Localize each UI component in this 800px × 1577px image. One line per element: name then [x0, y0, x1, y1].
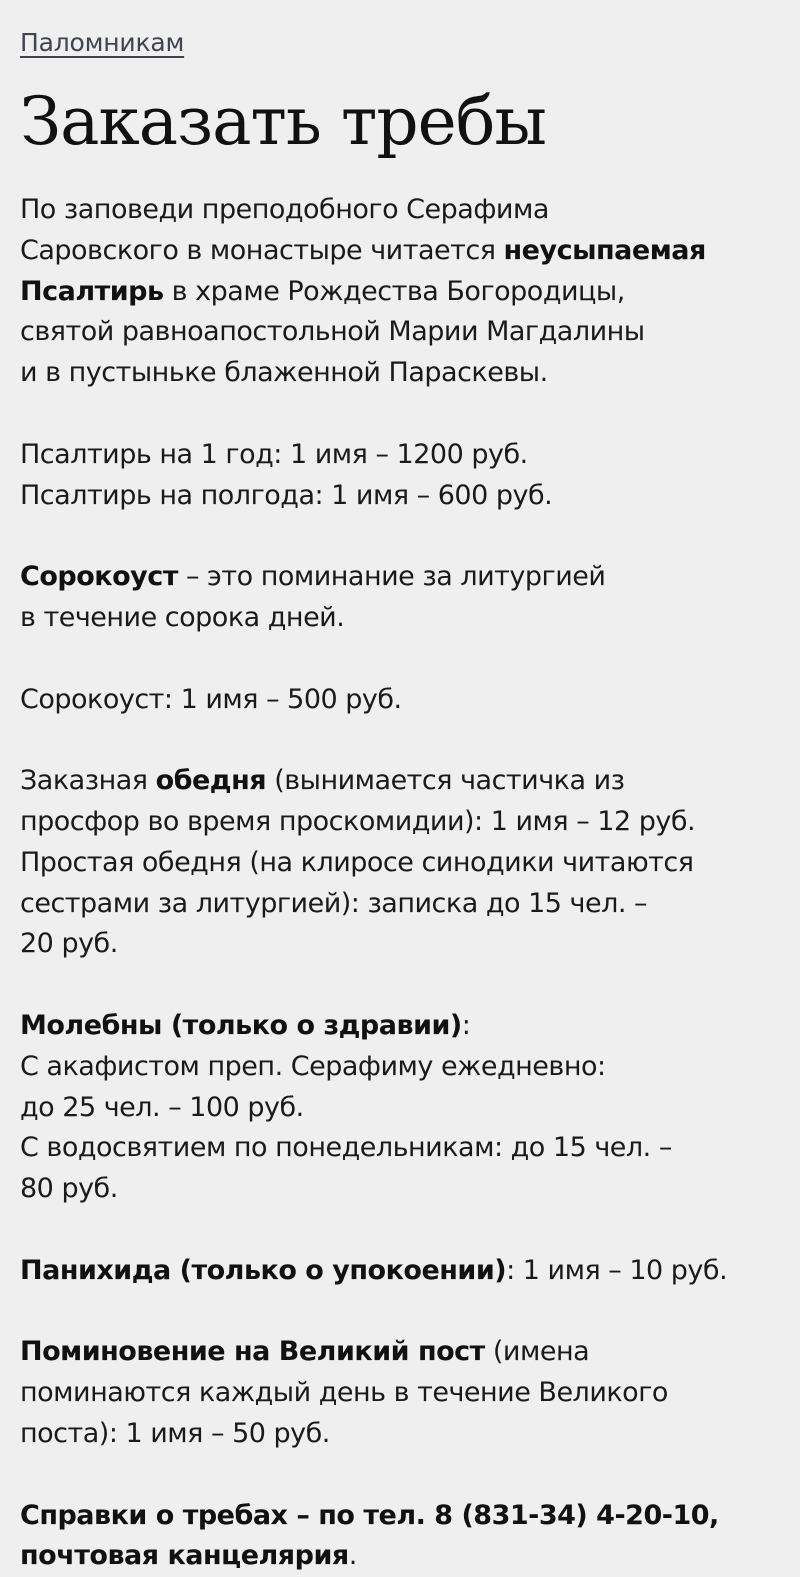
psalter-highlight: неусыпаемая [504, 235, 706, 266]
obednya-simple-text: сестрами за литургией): записка до 15 чел. – [20, 888, 647, 919]
psalter-intro-line: Саровского в монастыре читается [20, 235, 495, 266]
contacts-office: почтовая канцелярия [20, 1540, 349, 1571]
breadcrumb-link[interactable]: Паломникам [20, 28, 184, 57]
molebny-colon: : [462, 1010, 471, 1041]
molebny-text: С водосвятием по понедельникам: до 15 чел. – [20, 1132, 672, 1163]
panikhida-title: Панихида (только о упокоении) [20, 1255, 506, 1286]
molebny-section [20, 1006, 795, 1210]
sorokoust-text: в течение сорока дней. [20, 602, 344, 633]
contacts-phone: Справки о требах – по тел. 8 (831-34) 4-20-10, [20, 1500, 719, 1531]
molebny-text: С акафистом преп. Серафиму ежедневно: [20, 1051, 606, 1082]
sorokoust-text: – это поминание за литургией [178, 561, 606, 592]
sorokoust-price-text: Сорокоуст: 1 имя – 500 руб. [20, 684, 402, 715]
sorokoust-title: Сорокоуст [20, 561, 178, 592]
obednya-simple-text: Простая обедня (на клиросе синодики читаются [20, 847, 694, 878]
sorokoust-price [20, 680, 795, 721]
psalter-highlight: Псалтирь [20, 276, 164, 307]
velikiy-post-price: поста): 1 имя – 50 руб. [20, 1418, 330, 1449]
contacts-section [20, 1496, 795, 1577]
velikiy-post-title: Поминовение на Великий пост [20, 1336, 485, 1367]
obednya-text: (вынимается частичка из [266, 765, 624, 796]
molebny-title: Молебны (только о здравии) [20, 1010, 462, 1041]
article-content [20, 190, 795, 1577]
page-title: Заказать требы [20, 86, 546, 159]
sorokoust-description [20, 557, 795, 639]
psalter-prices [20, 435, 795, 517]
velikiy-post-text: поминаются каждый день в течение Великого [20, 1377, 668, 1408]
psalter-price-year: Псалтирь на 1 год: 1 имя – 1200 руб. [20, 439, 528, 470]
psalter-intro-line: По заповеди преподобного Серафима [20, 194, 549, 225]
obednya-price: просфор во время проскомидии): 1 имя – 12 руб. [20, 806, 695, 837]
velikiy-post-text: (имена [485, 1336, 589, 1367]
velikiy-post-section [20, 1332, 795, 1454]
psalter-text: святой равноапостольной Марии Магдалины [20, 316, 645, 347]
obednya-title: обедня [156, 765, 267, 796]
molebny-price: до 25 чел. – 100 руб. [20, 1092, 304, 1123]
obednya-section [20, 761, 795, 965]
panikhida-section [20, 1251, 795, 1292]
psalter-text: в храме Рождества Богородицы, [172, 276, 625, 307]
molebny-price: 80 руб. [20, 1173, 118, 1204]
psalter-intro [20, 190, 795, 394]
psalter-price-half: Псалтирь на полгода: 1 имя – 600 руб. [20, 480, 552, 511]
panikhida-price: : 1 имя – 10 руб. [506, 1255, 727, 1286]
psalter-text: и в пустыньке блаженной Параскевы. [20, 357, 548, 388]
obednya-text: Заказная [20, 765, 156, 796]
contacts-end: . [349, 1540, 357, 1571]
obednya-simple-price: 20 руб. [20, 928, 118, 959]
